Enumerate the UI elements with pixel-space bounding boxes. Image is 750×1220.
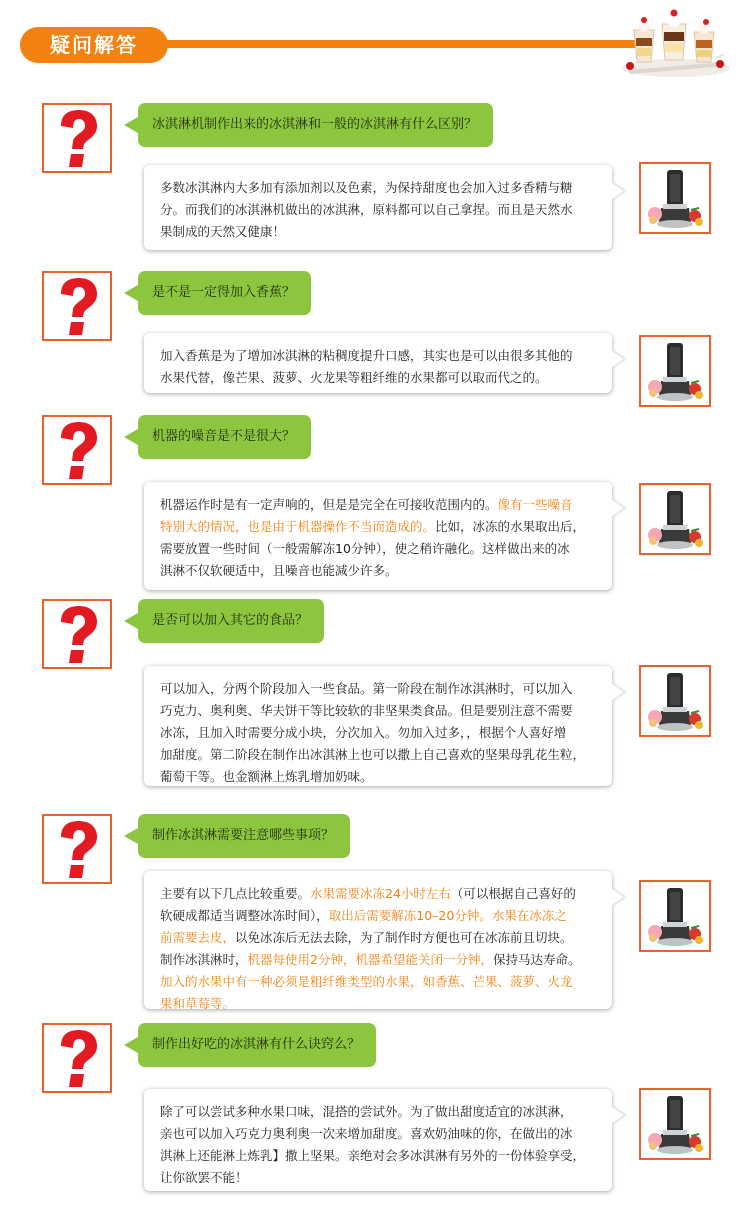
answer-line: 分。而我们的冰淇淋机做出的冰淇淋，原料都可以自己拿捏。而且是天然水 — [160, 202, 573, 217]
answer-text: 软硬成都适当调整冰冻时间）， — [160, 908, 329, 923]
answer-line: 果和草莓等。 — [160, 996, 236, 1011]
answer-line — [160, 949, 598, 971]
answer-text: 以免冰冻后无法去除，为了制作时方便也可在冰冻前且切块。 — [235, 930, 573, 945]
question-bubble: 制作出好吃的冰淇淋有什么诀窍么？ — [138, 1023, 376, 1067]
question-mark-icon — [44, 273, 110, 339]
page-title: 疑问解答 — [20, 27, 168, 63]
answer-text: 比如，冰冻的水果取出后， — [435, 519, 586, 534]
answer-bubble — [144, 333, 612, 393]
answer-line: 除了可以尝试多种水果口味，混搭的尝试外。为了做出甜度适宜的冰淇淋， — [160, 1104, 573, 1119]
answer-line: 让你欲罢不能！ — [160, 1170, 248, 1185]
answer-highlight: 前需要去皮， — [160, 930, 236, 945]
answer-line: 加入的水果中有一种必须是粗纤维类型的水果，如香蕉、芒果、菠萝、火龙 — [160, 974, 573, 989]
question-bubble: 是不是一定得加入香蕉？ — [138, 271, 311, 315]
question-frame — [42, 1023, 112, 1093]
machine-frame — [639, 162, 711, 234]
ice-cream-machine-icon — [641, 337, 709, 405]
question-frame — [42, 271, 112, 341]
answer-line — [160, 516, 598, 538]
answer-text: 机器运作时是有一定声响的，但是是完全在可接收范围内的。 — [160, 497, 498, 512]
question-mark-icon — [44, 105, 110, 171]
answer-text: （可以根据自己喜好的 — [450, 886, 576, 901]
answer-bubble — [144, 165, 612, 250]
answer-line — [160, 905, 598, 927]
ice-cream-machine-icon — [641, 1090, 709, 1158]
ice-cream-machine-icon — [641, 667, 709, 735]
answer-line — [160, 494, 598, 516]
machine-frame — [639, 483, 711, 555]
question-frame — [42, 814, 112, 884]
question-mark-icon — [44, 601, 110, 667]
answer-highlight: 水果需要冰冻24小时左右 — [310, 886, 451, 901]
ice-cream-machine-icon — [641, 882, 709, 950]
machine-frame — [639, 880, 711, 952]
dessert-glasses-icon — [620, 8, 732, 78]
question-frame — [42, 103, 112, 173]
answer-bubble — [144, 871, 612, 1009]
answer-highlight: 取出后需要解冻10–20分钟。水果在冰冻之 — [328, 908, 567, 923]
answer-line: 淇淋不仅软硬适中，且噪音也能减少许多。 — [160, 563, 398, 578]
answer-line: 果制成的天然又健康！ — [160, 224, 286, 239]
answer-line: 加入香蕉是为了增加冰淇淋的粘稠度提升口感，其实也是可以由很多其他的 — [160, 348, 573, 363]
question-mark-icon — [44, 816, 110, 882]
answer-line: 需要放置一些时间（一般需解冻10分钟），使之稍许融化。这样做出来的冰 — [160, 541, 570, 556]
answer-highlight: 像有一些噪音 — [497, 497, 573, 512]
question-bubble: 是否可以加入其它的食品？ — [138, 599, 324, 643]
answer-line: 水果代替，像芒果、菠萝、火龙果等粗纤维的水果都可以取而代之的。 — [160, 370, 548, 385]
answer-line — [160, 883, 598, 905]
page-header — [0, 0, 750, 80]
answer-highlight: 特别大的情况，也是由于机器操作不当而造成的。 — [160, 519, 436, 534]
answer-line: 巧克力、奥利奥、华夫饼干等比较软的非坚果类食品。但是要别注意不需要 — [160, 703, 573, 718]
ice-cream-machine-icon — [641, 164, 709, 232]
ice-cream-machine-icon — [641, 485, 709, 553]
answer-line: 加甜度。第二阶段在制作出冰淇淋上也可以撒上自己喜欢的坚果母乳花生粒， — [160, 747, 586, 762]
question-bubble: 冰淇淋机制作出来的冰淇淋和一般的冰淇淋有什么区别？ — [138, 103, 493, 147]
answer-line: 冰冻，且加入时需要分成小块，分次加入。勿加入过多，，根据个人喜好增 — [160, 725, 567, 740]
answer-line: 可以加入，分两个阶段加入一些食品。第一阶段在制作冰淇淋时，可以加入 — [160, 681, 573, 696]
question-frame — [42, 599, 112, 669]
question-mark-icon — [44, 1025, 110, 1091]
answer-line: 淇淋上还能淋上炼乳】撒上坚果。亲绝对会多冰淇淋有另外的一份体验享受， — [160, 1148, 586, 1163]
answer-highlight: 机器每使用2分钟，机器希望能关闭一分钟， — [247, 952, 493, 967]
machine-frame — [639, 335, 711, 407]
question-frame — [42, 415, 112, 485]
question-bubble: 机器的噪音是不是很大？ — [138, 415, 311, 459]
answer-text: 保持马达寿命。 — [492, 952, 581, 967]
answer-line: 葡萄干等。也金额淋上炼乳增加奶味。 — [160, 769, 373, 784]
machine-frame — [639, 1088, 711, 1160]
question-mark-icon — [44, 417, 110, 483]
machine-frame — [639, 665, 711, 737]
answer-line: 多数冰淇淋内大多加有添加剂以及色素，为保持甜度也会加入过多香精与糖 — [160, 180, 573, 195]
answer-line: 亲也可以加入巧克力奥利奥一次来增加甜度。喜欢奶油味的你，在做出的冰 — [160, 1126, 573, 1141]
answer-line — [160, 927, 598, 949]
answer-bubble — [144, 1089, 612, 1191]
question-bubble: 制作冰淇淋需要注意哪些事项？ — [138, 814, 350, 858]
answer-bubble — [144, 482, 612, 590]
answer-bubble — [144, 666, 612, 786]
answer-text: 制作冰淇淋时， — [160, 952, 248, 967]
answer-text: 主要有以下几点比较重要。 — [160, 886, 311, 901]
